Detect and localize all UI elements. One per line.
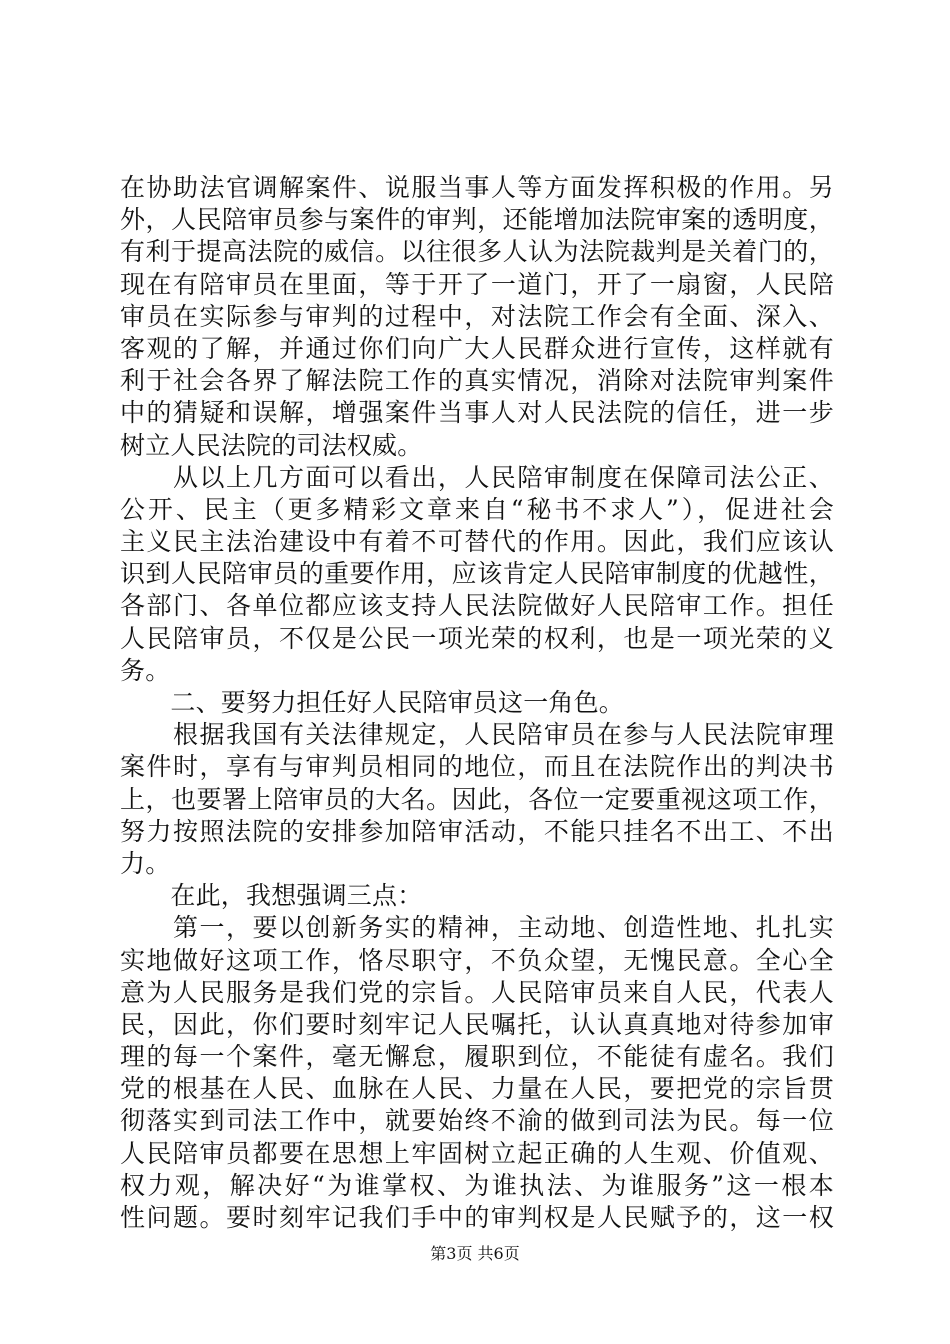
- text-line: 有利于提高法院的威信。以往很多人认为法院裁判是关着门的，: [120, 237, 834, 267]
- text-line: 上，也要署上陪审员的大名。因此，各位一定要重视这项工作，: [120, 784, 834, 814]
- text-line: 客观的了解，并通过你们向广大人民群众进行宣传，这样就有: [120, 333, 834, 363]
- text-line: 性问题。要时刻牢记我们手中的审判权是人民赋予的，这一权: [120, 1203, 834, 1232]
- text-line: 主义民主法治建设中有着不可替代的作用。因此，我们应该认: [120, 527, 834, 557]
- text-line: 第一，要以创新务实的精神，主动地、创造性地、扎扎实: [120, 913, 834, 943]
- text-line: 彻落实到司法工作中，就要始终不渝的做到司法为民。每一位: [120, 1106, 834, 1136]
- text-line: 党的根基在人民、血脉在人民、力量在人民，要把党的宗旨贯: [120, 1074, 834, 1104]
- text-line: 公开、民主（更多精彩文章来自“秘书不求人”），促进社会: [120, 494, 834, 524]
- text-line: 中的猜疑和误解，增强案件当事人对人民法院的信任，进一步: [120, 398, 834, 428]
- text-line: 外，人民陪审员参与案件的审判，还能增加法院审案的透明度，: [120, 205, 834, 235]
- text-line: 各部门、各单位都应该支持人民法院做好人民陪审工作。担任: [120, 591, 834, 621]
- text-line: 努力按照法院的安排参加陪审活动，不能只挂名不出工、不出: [120, 816, 834, 846]
- body-text: [120, 172, 834, 1234]
- text-line: 理的每一个案件，毫无懈怠，履职到位，不能徒有虚名。我们: [120, 1042, 834, 1072]
- text-line: 意为人民服务是我们党的宗旨。人民陪审员来自人民，代表人: [120, 977, 834, 1007]
- text-line: 权力观，解决好“为谁掌权、为谁执法、为谁服务”这一根本: [120, 1170, 834, 1200]
- text-line: 人民陪审员都要在思想上牢固树立起正确的人生观、价值观、: [120, 1138, 834, 1168]
- text-line: 案件时，享有与审判员相同的地位，而且在法院作出的判决书: [120, 752, 834, 782]
- text-line: 审员在实际参与审判的过程中，对法院工作会有全面、深入、: [120, 301, 834, 331]
- text-line: 实地做好这项工作，恪尽职守，不负众望，无愧民意。全心全: [120, 945, 834, 975]
- text-line: 根据我国有关法律规定，人民陪审员在参与人民法院审理: [120, 720, 834, 750]
- text-line: 树立人民法院的司法权威。: [120, 430, 423, 460]
- text-line: 现在有陪审员在里面，等于开了一道门，开了一扇窗，人民陪: [120, 269, 834, 299]
- text-line: 从以上几方面可以看出，人民陪审制度在保障司法公正、: [120, 462, 834, 492]
- text-line: 在协助法官调解案件、说服当事人等方面发挥积极的作用。另: [120, 173, 834, 202]
- text-line: 人民陪审员，不仅是公民一项光荣的权利，也是一项光荣的义: [120, 623, 834, 653]
- text-line: 务。: [120, 655, 171, 685]
- text-line: 民，因此，你们要时刻牢记人民嘱托，认认真真地对待参加审: [120, 1009, 834, 1039]
- page-footer: 第3页 共6页: [430, 1244, 520, 1263]
- text-line: 在此，我想强调三点：: [120, 881, 423, 911]
- text-line: 识到人民陪审员的重要作用，应该肯定人民陪审制度的优越性，: [120, 559, 834, 589]
- text-line: 力。: [120, 848, 171, 878]
- text-line: 二、要努力担任好人民陪审员这一角色。: [120, 688, 625, 717]
- text-line: 利于社会各界了解法院工作的真实情况，消除对法院审判案件: [120, 366, 834, 396]
